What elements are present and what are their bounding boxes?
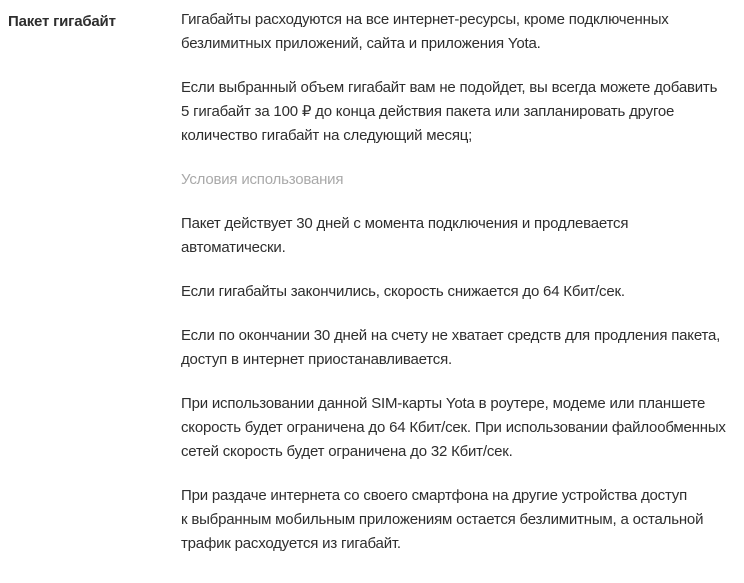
answer-paragraph: Гигабайты расходуются на все интернет-ресурсы, кроме подключенных безлимитных приложений, сайта и приложения Yota. — [181, 11, 669, 52]
answer-paragraph: Если по окончании 30 дней на счету не хватает средств для продления пакета, доступ в интернет приостанавливается. — [181, 327, 721, 368]
answer-paragraph: При раздаче интернета со своего смартфона на другие устройства доступ к выбранным мобильным приложениям остается безлимитным, а остальной трафик расходуется из гигабайт. — [181, 487, 704, 552]
answer-paragraph: Пакет действует 30 дней с момента подключения и продлевается автоматически. — [181, 215, 629, 256]
usage-terms-subheading: Условия использования — [181, 171, 344, 188]
faq-row — [8, 8, 726, 576]
answer-column — [181, 8, 726, 576]
answer-paragraph: При использовании данной SIM-карты Yota в роутере, модеме или планшете скорость будет ограничена до 64 Кбит/сек. При использовании файлообменных сетей скорость будет ограничена до 32 Кбит/сек. — [181, 395, 726, 460]
answer-paragraph: Если гигабайты закончились, скорость снижается до 64 Кбит/сек. — [181, 283, 625, 300]
question-label: Пакет гигабайт — [8, 13, 116, 30]
answer-paragraph: Если выбранный объем гигабайт вам не подойдет, вы всегда можете добавить 5 гигабайт за 100 ₽ до конца действия пакета или запланировать другое количество гигабайт на следующий месяц; — [181, 79, 718, 144]
